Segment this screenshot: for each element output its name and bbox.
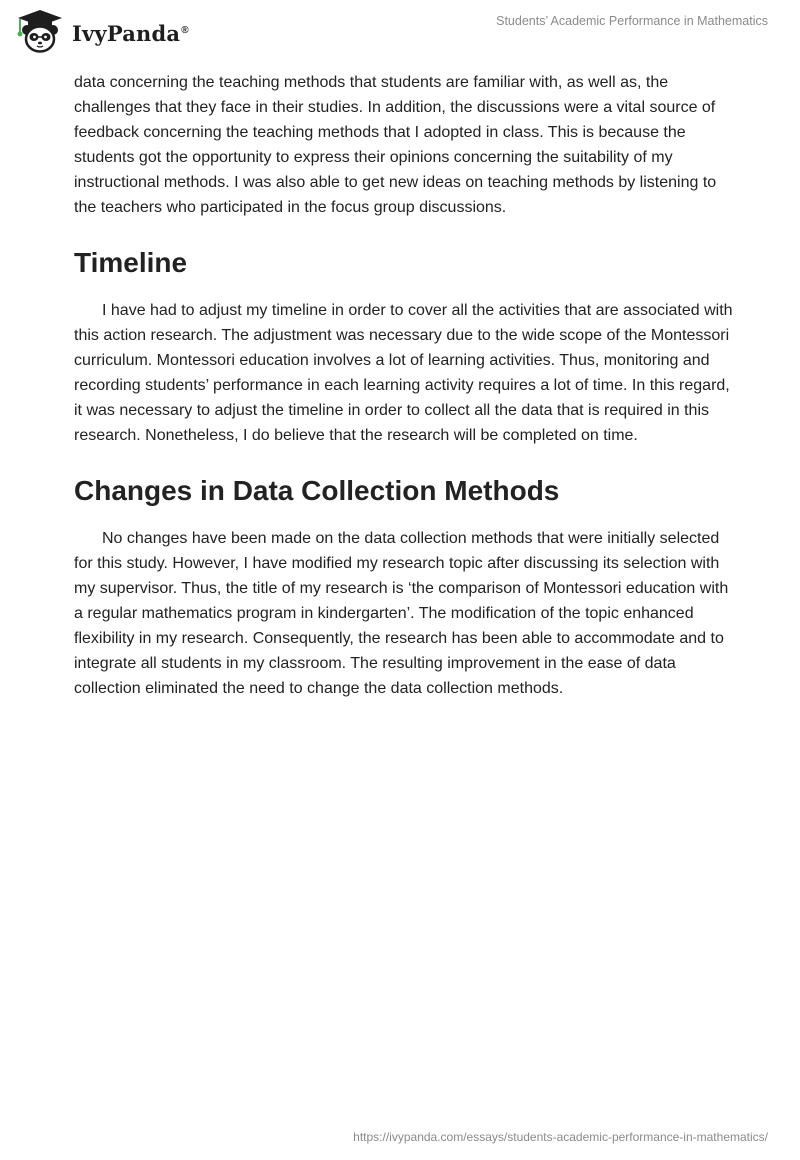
brand-name bbox=[72, 21, 189, 46]
section-title-timeline: Timeline bbox=[74, 247, 188, 278]
data-collection-paragraph: No changes have been made on the data collection methods that were initially selected for this study. However, I have modified my research topic after discussing its selection with my supervisor. Thus, the title of my research is ‘the comparison of Montessori education with a regular mathematics program in kindergarten’. The modification of the topic enhanced flexibility in my research. Consequently, the research has been able to accommodate and to integrate all students in my classroom. The resulting improvement in the ease of data collection eliminated the need to change the data collection methods. bbox=[74, 530, 729, 697]
essay-content bbox=[74, 70, 734, 701]
intro-paragraph: data concerning the teaching methods that students are familiar with, as well as, the challenges that they face in their studies. In addition, the discussions were a vital source of feedback concerning the teaching methods that I adopted in class. This is because the students got the opportunity to express their opinions concerning the suitability of my instructional methods. I was also able to get new ideas on teaching methods by listening to the teachers who participated in the focus group discussions. bbox=[74, 74, 717, 216]
source-url[interactable]: https://ivypanda.com/essays/students-academic-performance-in-mathematics/ bbox=[353, 1130, 768, 1144]
timeline-paragraph: I have had to adjust my timeline in order to cover all the activities that are associated with this action research. The adjustment was necessary due to the wide scope of the Montessori curriculum. Montessori education involves a lot of learning activities. Thus, monitoring and recording students’ performance in each learning activity requires a lot of time. In this regard, it was necessary to adjust the timeline in order to collect all the data that is required in this research. Nonetheless, I do believe that the research will be completed on time. bbox=[74, 302, 733, 444]
panda-graduate-icon bbox=[14, 8, 66, 54]
registered-mark: ® bbox=[181, 24, 189, 36]
ivypanda-logo[interactable] bbox=[14, 8, 189, 54]
brand-name-text: IvyPanda bbox=[72, 20, 181, 46]
document-title: Students’ Academic Performance in Mathematics bbox=[496, 14, 768, 28]
page-header bbox=[0, 0, 800, 64]
section-title-data-collection: Changes in Data Collection Methods bbox=[74, 475, 560, 506]
